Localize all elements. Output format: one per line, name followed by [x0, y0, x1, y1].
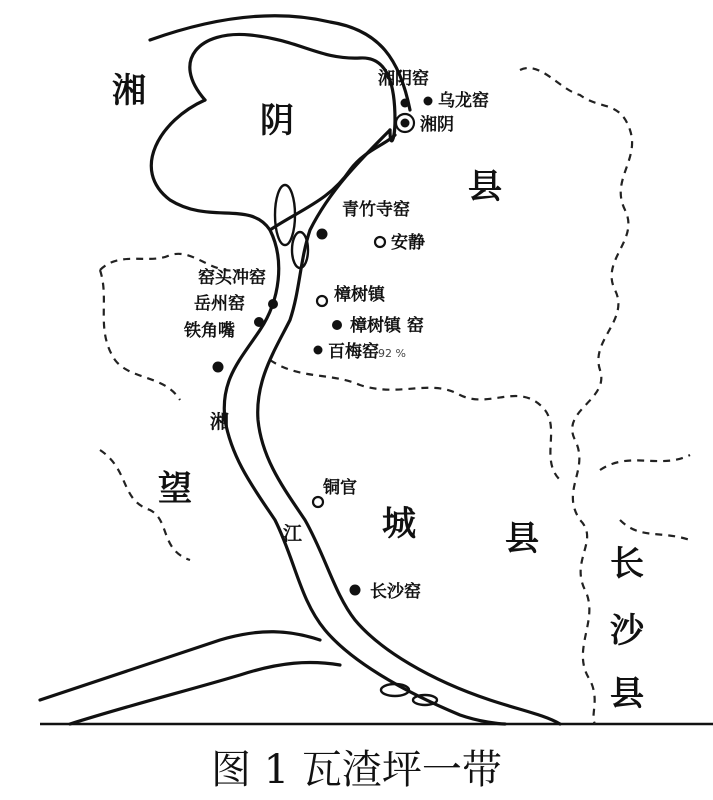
region-label-changsha: 长: [610, 544, 644, 584]
place-label-anjing: 安静: [391, 233, 425, 253]
region-label-wangcheng: 县: [505, 519, 539, 559]
river-label: 江: [283, 523, 303, 545]
town-marker: [375, 237, 385, 247]
place-label-changsha-kiln: 长沙窑: [370, 582, 421, 602]
county-border-south: [270, 360, 560, 480]
kiln-marker: [332, 320, 342, 330]
place-label-yaotouchong-kiln: 窑头冲窑: [198, 268, 266, 288]
kiln-marker: [213, 362, 224, 373]
kiln-marker: [268, 299, 278, 309]
river-lower-tributary-2: [70, 662, 340, 724]
kiln-marker: [317, 229, 328, 240]
town-marker: [313, 497, 323, 507]
kiln-marker: [314, 346, 323, 355]
kiln-marker: [350, 585, 361, 596]
kiln-marker: [401, 99, 410, 108]
region-label-xiangyin: 阴: [260, 101, 294, 141]
figure-caption: 图 1 瓦渣坪一带: [211, 747, 502, 793]
town-marker: [317, 296, 327, 306]
place-label-xiangyin: 湘阴: [420, 115, 454, 135]
county-seat-marker: [401, 119, 410, 128]
place-label-tongguan: 铜官: [323, 478, 357, 498]
place-label-qingzhusi-kiln: 青竹寺窑: [342, 200, 410, 220]
zoom-indicator: 92 %: [378, 347, 406, 360]
place-label-tiejiaozui: 铁角嘴: [184, 321, 235, 341]
river-label: 湘: [210, 411, 230, 433]
kiln-marker: [424, 97, 433, 106]
place-label-yuezhou-kiln: 岳州窑: [194, 294, 245, 314]
place-label-zhangshuzhen: 樟树镇: [334, 285, 385, 305]
region-label-changsha: 县: [610, 674, 644, 714]
place-label-xiangyin-kiln: 湘阴窑: [378, 69, 429, 89]
county-border-far-east: [600, 455, 690, 540]
kiln-marker: [254, 317, 264, 327]
place-label-baimei-kiln: 百梅窑: [328, 342, 379, 362]
region-label-wangcheng: 望: [158, 469, 192, 509]
region-label-wangcheng: 城: [382, 504, 416, 544]
place-label-wulong-kiln: 乌龙窑: [438, 91, 489, 111]
region-label-xiangyin: 湘: [112, 71, 146, 111]
place-label-zhangshuzhen-kiln: 樟树镇 窑: [350, 316, 424, 336]
region-label-changsha: 沙: [610, 611, 644, 651]
region-label-xiangyin: 县: [468, 167, 502, 207]
